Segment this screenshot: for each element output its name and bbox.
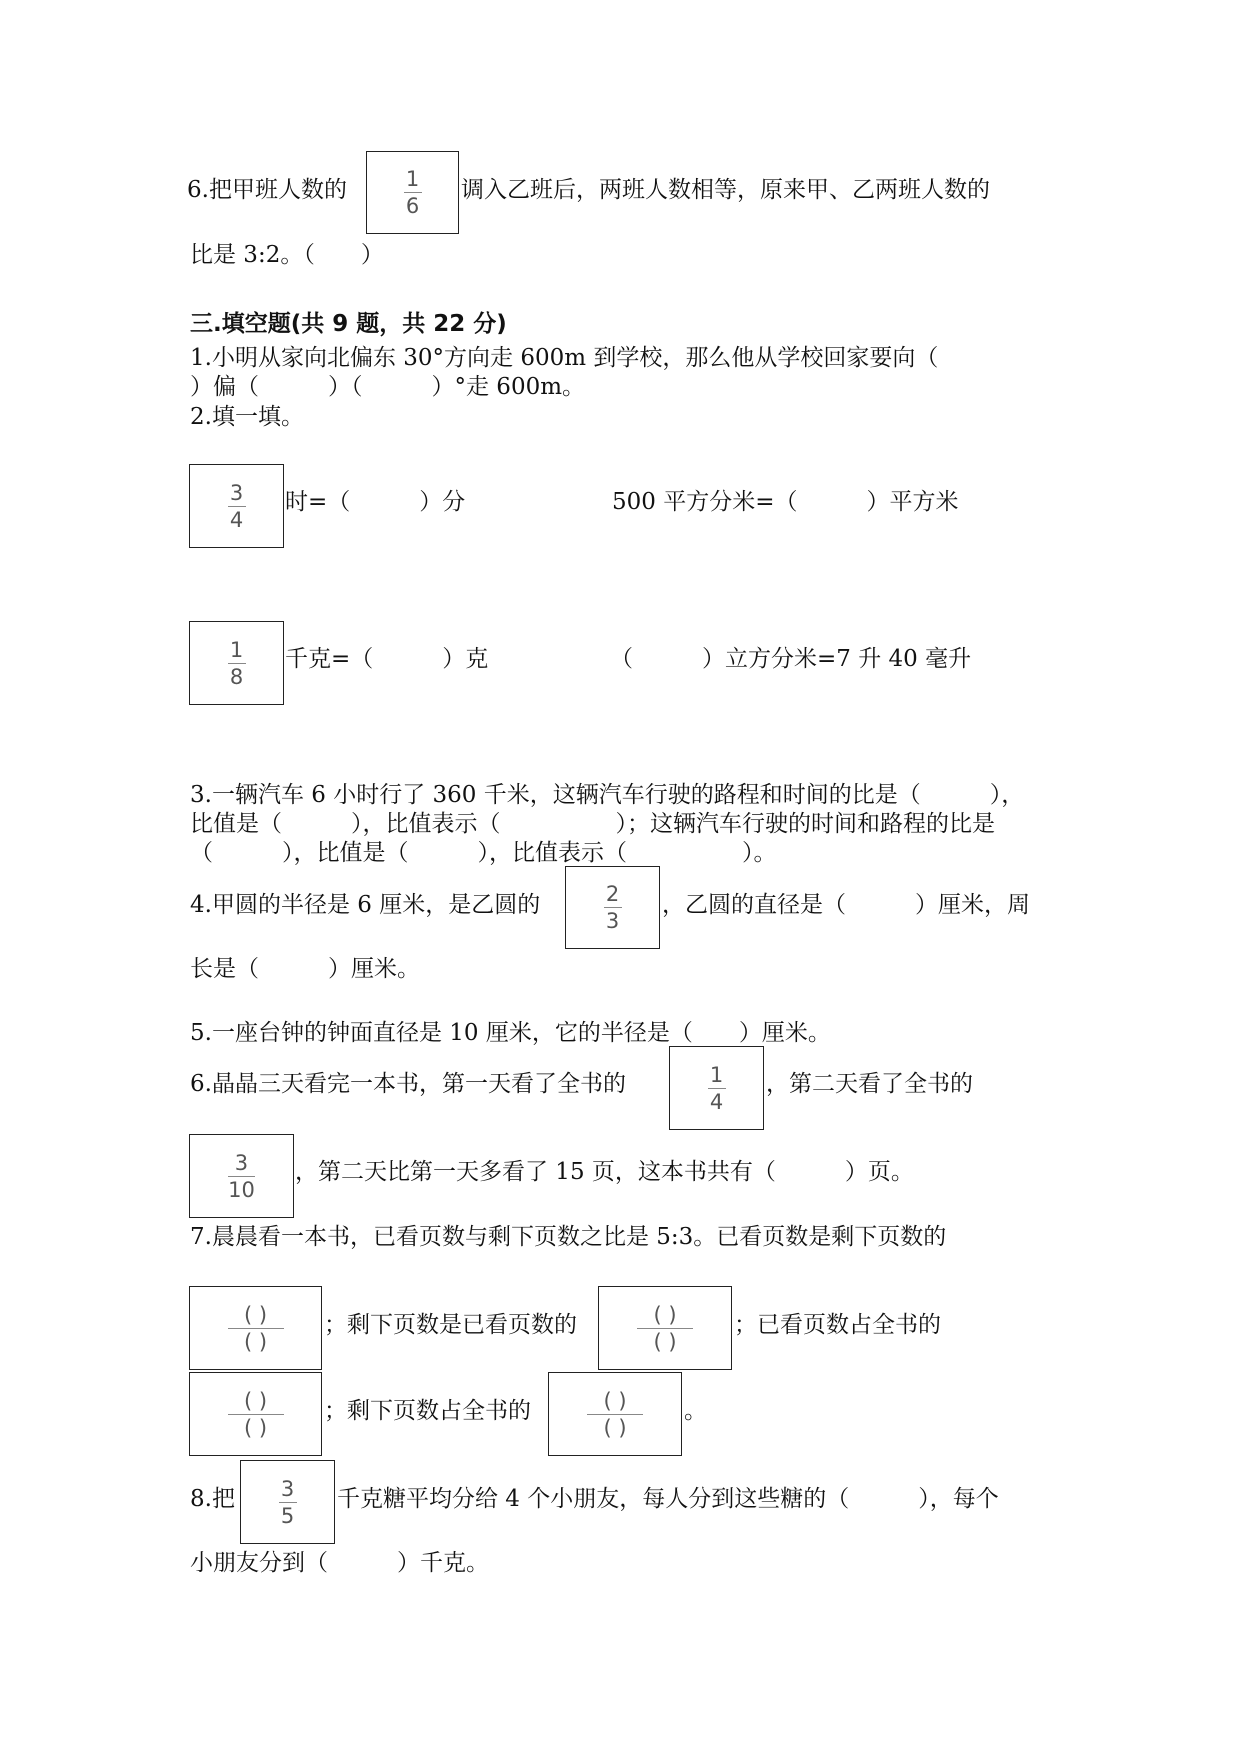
q1-text-2: ）偏（ ）（ ）°走 600m。 [190,374,586,400]
fraction-numerator: 3 [234,1150,249,1175]
q6-prev-text-2: 比是 3:2。（ ） [190,242,384,268]
fraction-denominator: ( ) [243,1329,268,1354]
fraction-denominator: ( ) [243,1415,268,1440]
fraction-numerator: ( ) [603,1388,627,1413]
q7-text-t3: ；剩下页数占全书的 [324,1398,531,1424]
fraction-numerator: ( ) [243,1388,268,1413]
fraction-box [240,1460,335,1544]
q1-text-1: 1.小明从家向北偏东 30°方向走 600m 到学校，那么他从学校回家要向（ [190,345,939,371]
fraction-numerator: ( ) [243,1302,268,1327]
q8-text-a: 8.把 [190,1486,235,1512]
q7-text-t2: ；已看页数占全书的 [734,1312,941,1338]
q7-text-t4: 。 [684,1398,707,1424]
q8-text-b: 千克糖平均分给 4 个小朋友，每人分到这些糖的（ ），每个 [337,1486,999,1512]
q8-text-2: 小朋友分到（ ）千克。 [190,1550,489,1576]
blank-fraction-box[interactable] [189,1372,322,1456]
fraction-numerator: 1 [229,637,244,662]
q6-text-a: 6.晶晶三天看完一本书，第一天看了全书的 [190,1071,626,1097]
q3-text-1: 3.一辆汽车 6 小时行了 360 千米，这辆汽车行驶的路程和时间的比是（ ）， [190,782,1025,808]
q2-d-text: （ ）立方分米=7 升 40 毫升 [610,646,972,672]
q6-prev-text-a: 6.把甲班人数的 [187,177,347,203]
q7-text-t1: ；剩下页数是已看页数的 [324,1312,577,1338]
fraction-box [366,151,459,234]
q2-c-text: 千克=（ ）克 [285,646,489,672]
q3-text-3: （ ），比值是（ ），比值表示（ ）。 [190,840,777,866]
fraction-denominator: 6 [405,194,420,218]
fraction-box [189,464,284,548]
q6-prev-text-b: 调入乙班后，两班人数相等，原来甲、乙两班人数的 [461,177,990,203]
q2-a-text: 时=（ ）分 [285,489,466,515]
q2-b-text: 500 平方分米=（ ）平方米 [612,489,959,515]
fraction-box [669,1046,764,1130]
fraction-numerator: 3 [280,1476,295,1501]
q6-text-b: ，第二天看了全书的 [766,1071,973,1097]
fraction-denominator: ( ) [653,1329,677,1354]
fraction-box [565,866,660,949]
fraction-denominator: 3 [605,909,620,933]
fraction-box [189,621,284,705]
fraction-numerator: 3 [229,480,244,505]
fraction-box [189,1134,294,1218]
blank-fraction-box[interactable] [189,1286,322,1370]
section-title: 三.填空题(共 9 题，共 22 分) [190,311,507,337]
q4-text-b: ，乙圆的直径是（ ）厘米，周 [662,892,1030,918]
q4-text-a: 4.甲圆的半径是 6 厘米，是乙圆的 [190,892,541,918]
fraction-denominator: 5 [280,1503,295,1528]
fraction-numerator: 2 [605,882,620,906]
q7-text-1: 7.晨晨看一本书，已看页数与剩下页数之比是 5:3。已看页数是剩下页数的 [190,1224,947,1250]
q3-text-2: 比值是（ ），比值表示（ ）；这辆汽车行驶的时间和路程的比是 [190,811,995,837]
q2-title: 2.填一填。 [190,404,304,430]
fraction-numerator: 1 [405,167,420,191]
blank-fraction-box[interactable] [548,1372,682,1456]
q4-text-2: 长是（ ）厘米。 [190,956,420,982]
fraction-denominator: ( ) [603,1415,627,1440]
blank-fraction-box[interactable] [598,1286,732,1370]
fraction-numerator: 1 [709,1062,724,1087]
q5-text: 5.一座台钟的钟面直径是 10 厘米，它的半径是（ ）厘米。 [190,1020,831,1046]
fraction-denominator: 10 [228,1177,255,1202]
fraction-denominator: 4 [229,507,244,532]
q6-text-2: ，第二天比第一天多看了 15 页，这本书共有（ ）页。 [295,1159,914,1185]
fraction-numerator: ( ) [653,1302,677,1327]
fraction-denominator: 8 [229,664,244,689]
fraction-denominator: 4 [709,1089,724,1114]
